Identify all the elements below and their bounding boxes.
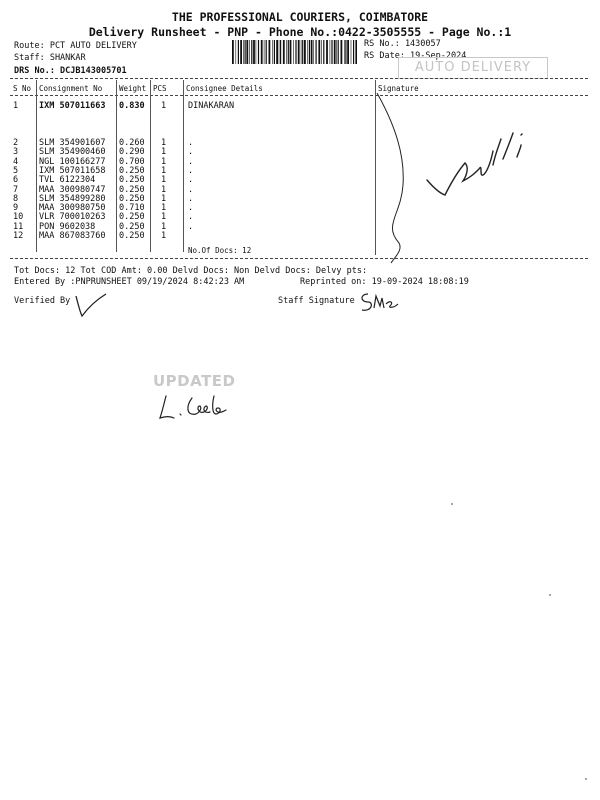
table-cell-weight: 0.250 — [119, 231, 145, 241]
col-header-consignee: Consignee Details — [186, 84, 263, 93]
verified-signature — [72, 292, 112, 318]
col-header-sno: S No — [13, 84, 32, 93]
table-cell-sno: 1 — [13, 101, 19, 111]
entered-by: Entered By :PNPRUNSHEET 09/19/2024 8:42:23 AM — [14, 277, 245, 287]
table-cell-details: . — [188, 175, 194, 186]
drs-number: DRS No.: DCJB143005701 — [14, 66, 127, 76]
table-cell-sno: 5 — [13, 165, 19, 176]
col-divider-3 — [150, 80, 151, 252]
table-cell-pcs: 1 — [161, 184, 167, 195]
rs-number: RS No.: 1430057 — [364, 39, 441, 49]
col-header-signature: Signature — [378, 84, 419, 93]
table-cell-cons: NGL 100166277 — [39, 156, 106, 167]
table-cell-sno: 8 — [13, 193, 19, 204]
table-cell-details: . — [188, 193, 194, 204]
scan-speck — [549, 594, 551, 596]
rs-date: RS Date: 19-Sep-2024 — [364, 51, 467, 61]
table-cell-sno: 10 — [13, 212, 24, 223]
table-cell-sno: 11 — [13, 221, 24, 232]
table-cell-sno: 9 — [13, 203, 19, 214]
table-cell-details: . — [188, 165, 194, 176]
table-cell-details: . — [188, 184, 194, 195]
table-cell-pcs: 1 — [161, 212, 167, 223]
updated-handwriting — [156, 392, 236, 422]
table-top-rule — [10, 78, 588, 79]
table-cell-pcs: 1 — [161, 193, 167, 204]
table-cell-weight: 0.260 — [119, 138, 145, 148]
table-cell-weight: 0.250 — [119, 184, 145, 195]
table-cell-sno: 7 — [13, 184, 19, 195]
table-cell-cons: IXM 507011658 — [39, 165, 106, 176]
table-cell-cons: MAA 867083760 — [39, 231, 106, 241]
table-cell-pcs: 1 — [161, 165, 167, 176]
table-cell-pcs: 1 — [161, 231, 167, 241]
table-cell-weight: 0.250 — [119, 212, 145, 223]
col-header-pcs: PCS — [153, 84, 167, 93]
totals-line: Tot Docs: 12 Tot COD Amt: 0.00 Delvd Docs: Non Delvd Docs: Delvy pts: — [14, 266, 368, 276]
table-cell-details: DINAKARAN — [188, 101, 235, 111]
route-label: Route: PCT AUTO DELIVERY — [14, 41, 137, 51]
table-cell-weight: 0.700 — [119, 156, 145, 167]
col-divider-4 — [183, 80, 184, 252]
table-cell-pcs: 1 — [161, 156, 167, 167]
table-cell-sno: 12 — [13, 231, 24, 241]
staff-signature-label: Staff Signature — [278, 296, 355, 306]
consignee-signature — [375, 85, 545, 265]
table-cell-details: . — [188, 156, 194, 167]
reprinted-on: Reprinted on: 19-09-2024 18:08:19 — [300, 277, 469, 287]
table-cell-weight: 0.250 — [119, 221, 145, 232]
table-cell-weight: 0.710 — [119, 203, 145, 214]
table-cell-sno: 3 — [13, 147, 19, 158]
table-cell-details: . — [188, 138, 194, 148]
table-cell-cons: VLR 700010263 — [39, 212, 106, 223]
table-cell-details: . — [188, 147, 194, 158]
col-divider-2 — [116, 80, 117, 252]
table-cell-cons: PON 9602038 — [39, 221, 96, 232]
runsheet-title: Delivery Runsheet - PNP - Phone No.:0422-3505555 - Page No.:1 — [88, 25, 512, 39]
table-cell-details: . — [188, 212, 194, 223]
table-cell-pcs: 1 — [161, 221, 167, 232]
table-cell-pcs: 1 — [161, 138, 167, 148]
barcode — [232, 40, 357, 64]
verified-by-label: Verified By — [14, 296, 71, 306]
table-cell-pcs: 1 — [161, 147, 167, 158]
table-cell-weight: 0.250 — [119, 165, 145, 176]
no-of-docs: No.Of Docs: 12 — [188, 246, 252, 255]
company-name: THE PROFESSIONAL COURIERS, COIMBATORE — [171, 10, 429, 24]
table-cell-weight: 0.290 — [119, 147, 145, 158]
col-divider-1 — [36, 80, 37, 252]
table-cell-pcs: 1 — [161, 203, 167, 214]
col-header-consignment: Consignment No — [39, 84, 103, 93]
table-cell-cons: SLM 354900460 — [39, 147, 106, 158]
table-cell-cons: MAA 300980747 — [39, 184, 106, 195]
table-cell-weight: 0.250 — [119, 193, 145, 204]
scan-speck — [451, 503, 453, 505]
table-cell-sno: 4 — [13, 156, 19, 167]
table-cell-details: . — [188, 221, 194, 232]
table-cell-pcs: 1 — [161, 101, 167, 111]
auto-delivery-stamp: AUTO DELIVERY — [398, 57, 548, 79]
staff-signature — [358, 290, 402, 314]
staff-label: Staff: SHANKAR — [14, 53, 86, 63]
col-header-weight: Weight — [119, 84, 147, 93]
table-cell-cons: MAA 300980750 — [39, 203, 106, 214]
table-cell-cons: IXM 507011663 — [39, 101, 106, 111]
scan-speck — [585, 778, 587, 780]
table-cell-sno: 6 — [13, 175, 19, 186]
table-cell-cons: TVL 6122304 — [39, 175, 96, 186]
table-cell-weight: 0.250 — [119, 175, 145, 186]
table-cell-details: . — [188, 203, 194, 214]
table-cell-cons: SLM 354899280 — [39, 193, 106, 204]
table-cell-pcs: 1 — [161, 175, 167, 186]
updated-stamp: UPDATED — [153, 372, 236, 390]
table-cell-weight: 0.830 — [119, 101, 145, 111]
table-cell-sno: 2 — [13, 138, 19, 148]
table-cell-cons: SLM 354901607 — [39, 138, 106, 148]
